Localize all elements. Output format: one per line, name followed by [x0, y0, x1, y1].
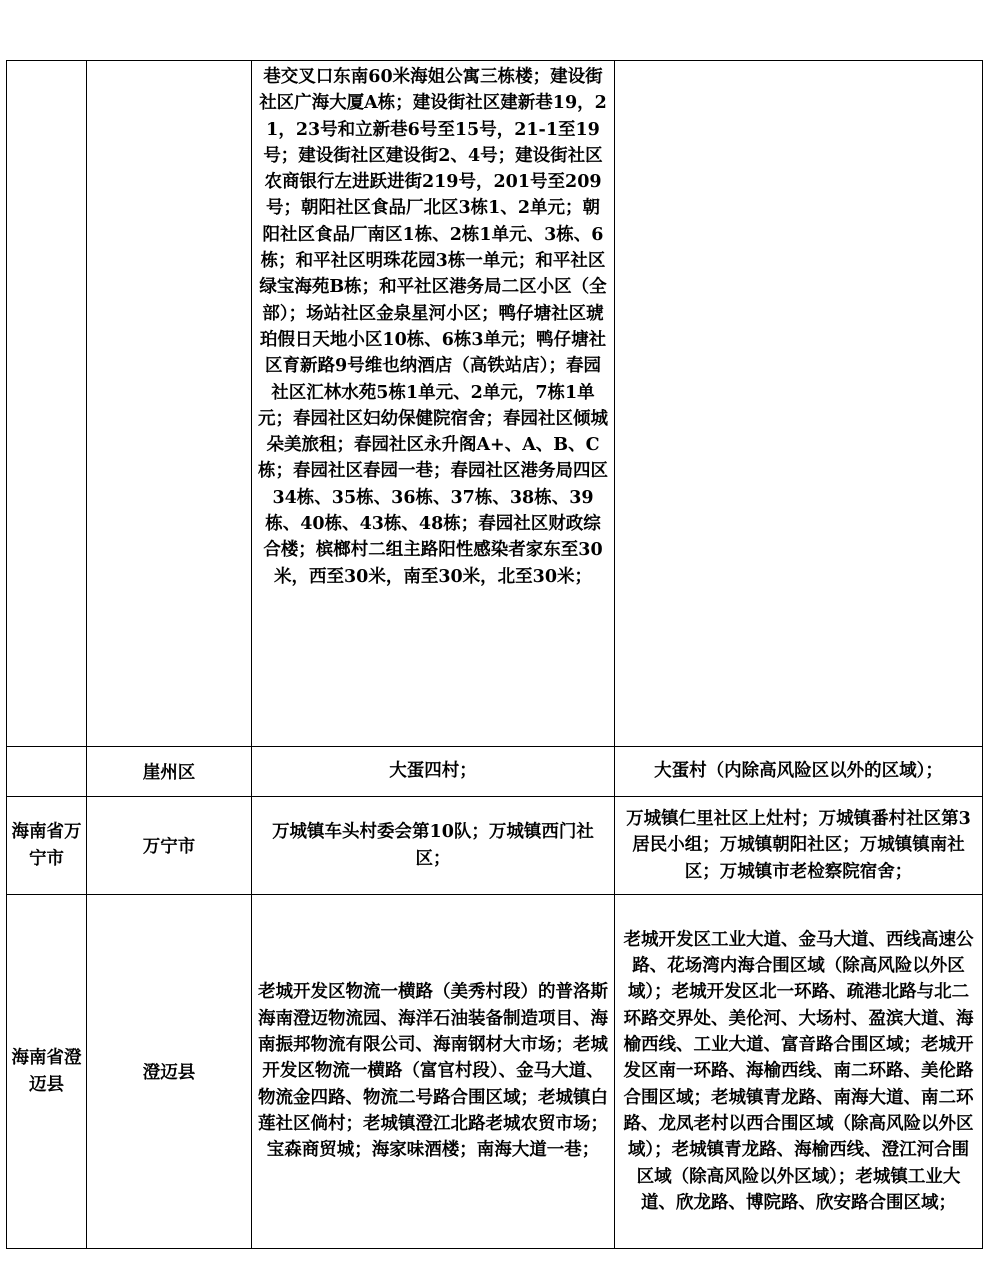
county-cell	[87, 61, 252, 747]
high-risk-cell	[252, 61, 615, 747]
table-row	[7, 747, 983, 797]
medium-risk-cell	[615, 747, 983, 797]
province-cell: 海南省万宁市	[7, 797, 87, 895]
risk-area-table	[6, 60, 983, 1249]
high-risk-cell	[252, 895, 615, 1249]
medium-risk-cell	[615, 61, 983, 747]
high-risk-cell	[252, 747, 615, 797]
medium-risk-areas-text: 老城开发区工业大道、金马大道、西线高速公路、花场湾内海合围区域（除高风险以外区域）；老城开发区北一环路、疏港北路与北二环路交界处、美伦河、大场村、盈滨大道、海榆西线、工业大道、富音路合围区域；老城开发区南一环路、海榆西线、南二环路、美伦路合围区域；老城镇青龙路、南海大道、南二环路、龙凤老村以西合围区域（除高风险以外区域）；老城镇青龙路、海榆西线、澄江河合围区域（除高风险以外区域）；老城镇工业大道、欣龙路、博院路、欣安路合围区域；	[623, 929, 974, 1213]
medium-risk-cell	[615, 895, 983, 1249]
province-cell	[7, 61, 87, 747]
high-risk-areas-text: 巷交叉口东南60米海姐公寓三栋楼；建设街社区广海大厦A栋；建设街社区建新巷19，21，23号和立新巷6号至15号，21-1至19号；建设街社区建设街2、4号；建设街社区农商银行左进跃进街219号，201号至209号；朝阳社区食品厂北区3栋1、2单元；朝阳社区食品厂南区1栋、2栋1单元、3栋、6栋；和平社区明珠花园3栋一单元；和平社区绿宝海苑B栋；和平社区港务局二区小区（全部）；场站社区金泉星河小区；鸭仔塘社区琥珀假日天地小区10栋、6栋3单元；鸭仔塘社区育新路9号维也纳酒店（高铁站店）；春园社区汇林水苑5栋1单元、2单元，7栋1单元；春园社区妇幼保健院宿舍；春园社区倾城朵美旅租；春园社区永升阁A+、A、B、C栋；春园社区春园一巷；春园社区港务局四区34栋、35栋、36栋、37栋、38栋、39栋、40栋、43栋、48栋；春园社区财政综合楼；槟榔村二组主路阳性感染者家东至30米，西至30米，南至30米，北至30米；	[258, 67, 608, 587]
medium-risk-areas-text: 大蛋村（内除高风险区以外的区域）；	[654, 761, 943, 782]
medium-risk-areas-text: 万城镇仁里社区上灶村；万城镇番村社区第3居民小组；万城镇朝阳社区；万城镇镇南社区；万城镇市老检察院宿舍；	[626, 809, 971, 882]
high-risk-areas-text: 老城开发区物流一横路（美秀村段）的普洛斯海南澄迈物流园、海洋石油装备制造项目、海南振邦物流有限公司、海南钢材大市场；老城开发区物流一横路（富官村段）、金马大道、物流金四路、物流二号路合围区域；老城镇白莲社区倘村；老城镇澄江北路老城农贸市场；宝森商贸城；海家味酒楼；南海大道一巷；	[258, 982, 608, 1161]
province-cell: 海南省澄迈县	[7, 895, 87, 1249]
medium-risk-cell	[615, 797, 983, 895]
county-cell: 澄迈县	[87, 895, 252, 1249]
table-row	[7, 797, 983, 895]
table-row	[7, 895, 983, 1249]
high-risk-areas-text: 大蛋四村；	[389, 761, 477, 782]
table-row	[7, 61, 983, 747]
high-risk-cell	[252, 797, 615, 895]
county-cell: 万宁市	[87, 797, 252, 895]
county-cell: 崖州区	[87, 747, 252, 797]
high-risk-areas-text: 万城镇车头村委会第10队；万城镇西门社区；	[272, 822, 594, 869]
province-cell	[7, 747, 87, 797]
